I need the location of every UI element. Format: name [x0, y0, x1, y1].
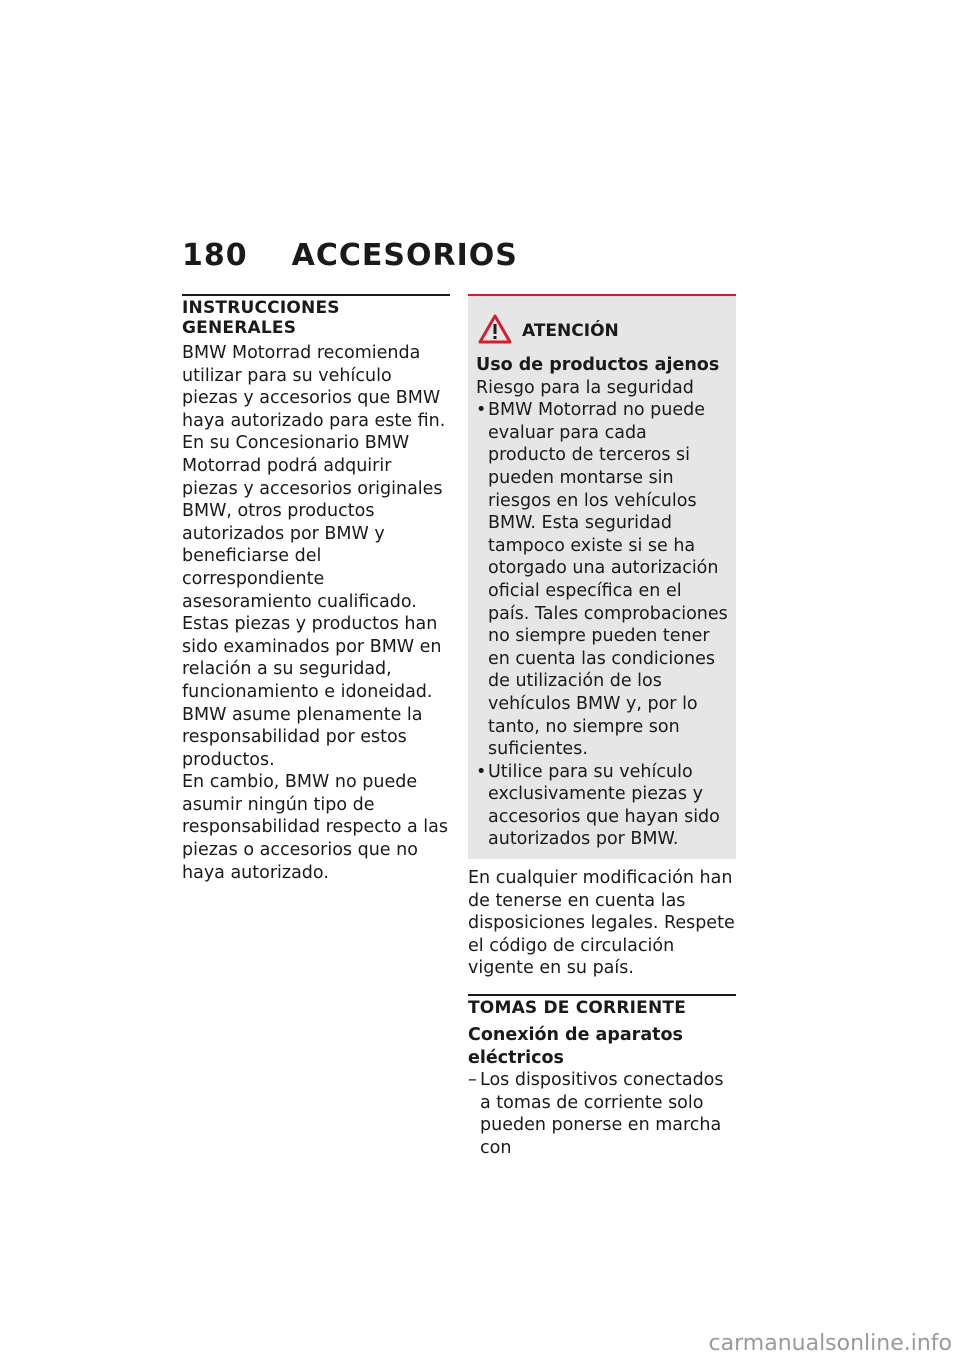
section-title-general: INSTRUCCIONES GENERALES	[182, 294, 450, 338]
watermark: carmanualsonline.info	[708, 1331, 952, 1356]
warning-box	[468, 294, 736, 859]
list-item: • BMW Motorrad no puede evaluar para cada producto de terceros si pueden montarse sin riesgos en los vehículos BMW. Esta seguridad tampoco existe si se ha otorgado una autorización oficial específica en el país. Tales comprobaciones no siempre pueden tener en cuenta las condiciones de utilización de los vehículos BMW y, por lo tanto, no siempre son suficientes.	[476, 399, 728, 761]
warning-triangle-icon	[478, 314, 512, 348]
paragraph: En su Concesionario BMW Motorrad podrá adquirir piezas y accesorios originales BMW, otros productos autorizados por BMW y beneficiarse del correspondiente asesoramiento cualificado.	[182, 433, 443, 612]
right-column	[468, 294, 736, 1160]
warning-subtitle: Uso de productos ajenos	[476, 355, 720, 375]
paragraph: En cambio, BMW no puede asumir ningún tipo de responsabilidad respecto a las piezas o accesorios que no haya autorizado.	[182, 772, 448, 883]
legal-text: En cualquier modificación han de tenerse en cuenta las disposiciones legales. Respete el código de circulación vigente en su país.	[468, 868, 735, 979]
warning-title: ATENCIÓN	[522, 321, 619, 341]
left-column	[182, 294, 450, 884]
paragraph: Estas piezas y productos han sido examinados por BMW en relación a su seguridad, funcionamiento e idoneidad. BMW asume plenamente la responsabilidad por estos productos.	[182, 614, 442, 770]
chapter-title: ACCESORIOS	[291, 238, 518, 273]
page-number: 180	[182, 238, 248, 273]
section-title-sockets: TOMAS DE CORRIENTE	[468, 994, 736, 1018]
page-header	[182, 238, 518, 273]
subsection-title: Conexión de aparatos eléctricos	[468, 1025, 683, 1068]
general-text	[182, 342, 450, 884]
paragraph: BMW Motorrad recomienda utilizar para su vehículo piezas y accesorios que BMW haya autorizado para este fin.	[182, 343, 446, 431]
warning-header	[476, 314, 728, 348]
warning-list	[476, 399, 728, 851]
dash-list	[468, 1069, 736, 1159]
list-item: – Los dispositivos conectados a tomas de corriente solo pueden ponerse en marcha con	[468, 1069, 736, 1159]
list-item: • Utilice para su vehículo exclusivamente piezas y accesorios que hayan sido autorizados por BMW.	[476, 761, 728, 851]
warning-risk: Riesgo para la seguridad	[476, 377, 694, 398]
